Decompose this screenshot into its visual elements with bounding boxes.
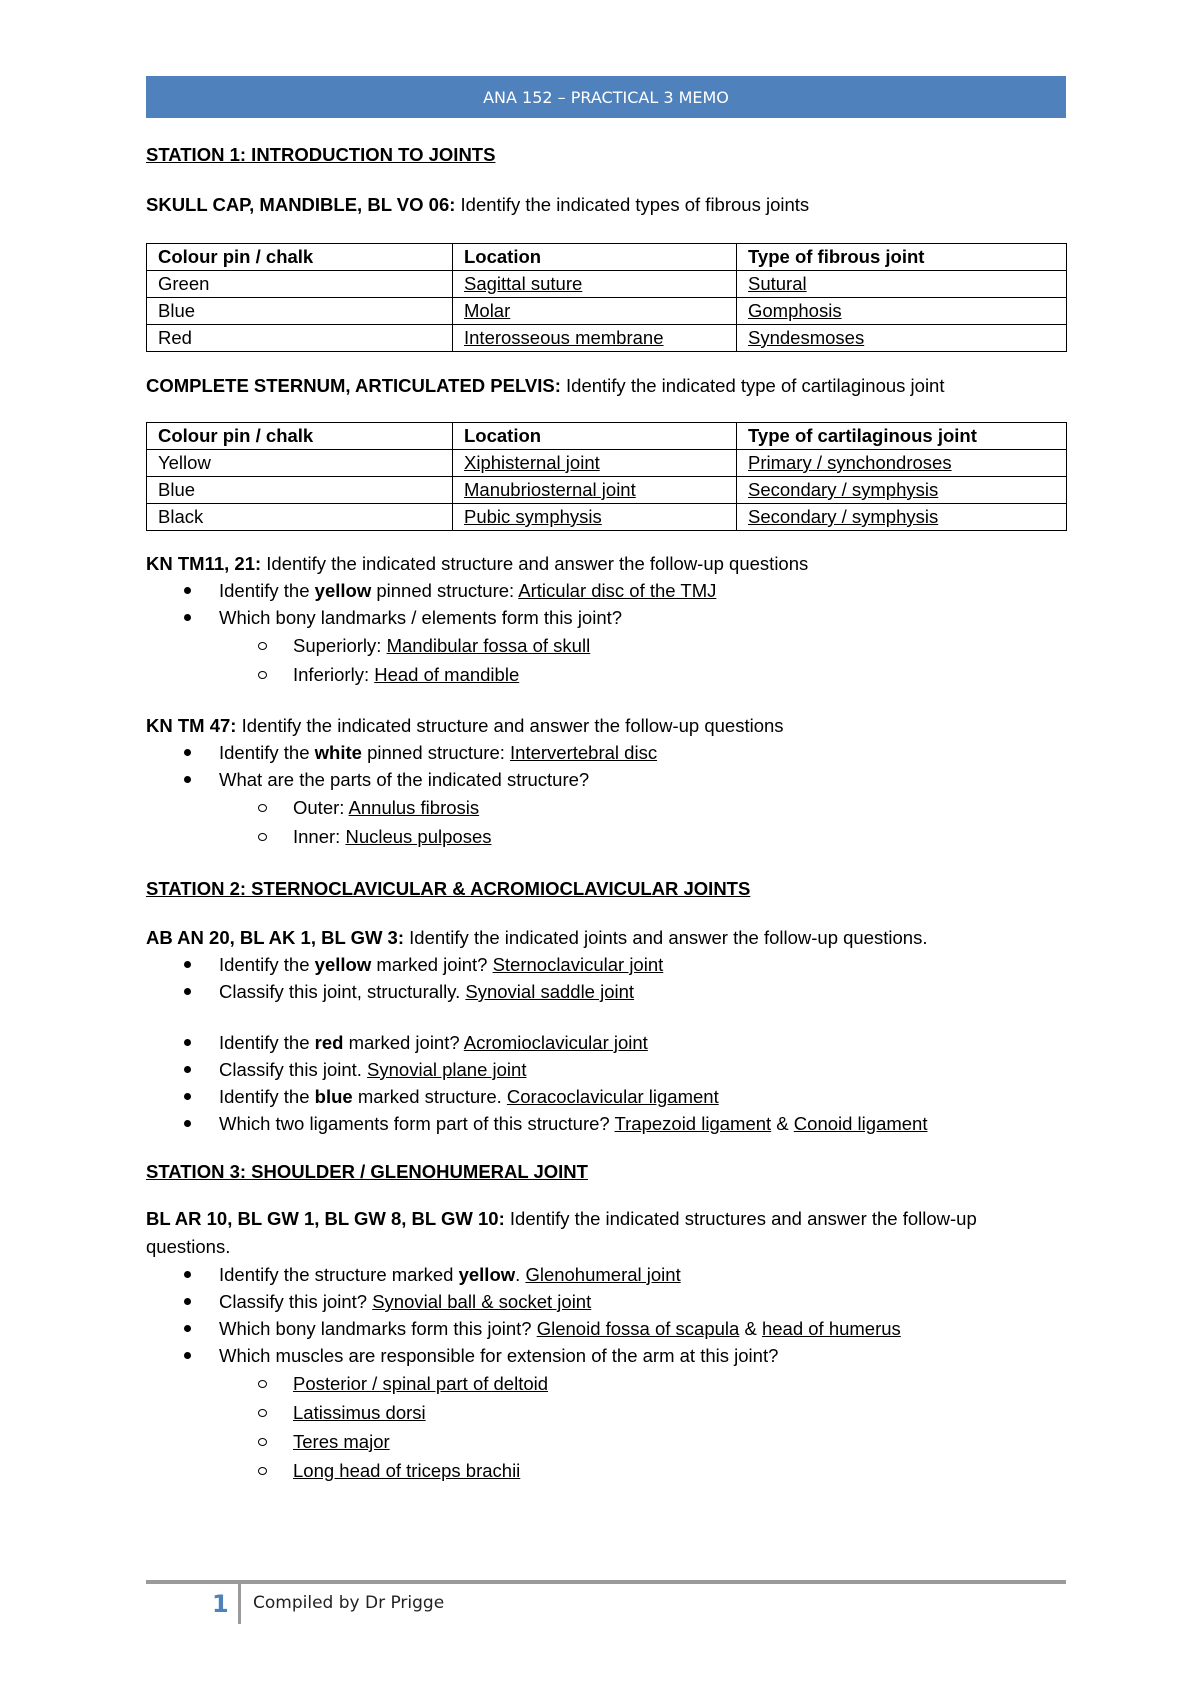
bullet-list [146,1261,1066,1369]
bullet-icon [184,988,191,995]
station-3-title: STATION 3: SHOULDER / GLENOHUMERAL JOINT [146,1161,588,1182]
list-item: Identify the red marked joint? Acromioclavicular joint [146,1029,1066,1056]
table-row [147,450,1067,477]
list-item: Classify this joint? Synovial ball & socket joint [146,1288,1066,1315]
question-text: Identify the indicated type of cartilaginous joint [560,375,945,396]
question-label: COMPLETE STERNUM, ARTICULATED PELVIS: [146,375,561,396]
question-intro [146,192,1066,218]
list-item: Outer: Annulus fibrosis [146,793,1066,822]
bullet-icon [184,1352,191,1359]
table-header-cell: Type of fibrous joint [737,244,1067,271]
bullet-icon [184,776,191,783]
circle-bullet-icon [258,1380,267,1388]
table-header-row [147,244,1067,271]
document-title: ANA 152 – PRACTICAL 3 MEMO [483,87,729,107]
table-cell: Pubic symphysis [453,504,737,531]
sub-list [146,793,1066,851]
table-cell: Red [147,325,453,352]
bullet-icon [184,1093,191,1100]
bullet-icon [184,1039,191,1046]
table-row [147,298,1067,325]
table-header-cell: Location [453,244,737,271]
table-cell: Syndesmoses [737,325,1067,352]
list-item: Identify the blue marked structure. Coracoclavicular ligament [146,1083,1066,1110]
page-number: 1 [212,1590,229,1618]
bullet-icon [184,614,191,621]
station-1-title: STATION 1: INTRODUCTION TO JOINTS [146,144,496,165]
bullet-list [146,951,1066,1005]
table-cell: Secondary / symphysis [737,504,1067,531]
table-header-cell: Colour pin / chalk [147,423,453,450]
list-item: Superiorly: Mandibular fossa of skull [146,631,1066,660]
bullet-icon [184,1325,191,1332]
list-item: Inner: Nucleus pulposes [146,822,1066,851]
table-cell: Primary / synchondroses [737,450,1067,477]
list-item: Classify this joint, structurally. Synovial saddle joint [146,978,1066,1005]
list-item: Identify the white pinned structure: Intervertebral disc [146,739,1066,766]
memo-content [146,140,1066,1485]
bullet-icon [184,1271,191,1278]
list-item: Identify the yellow pinned structure: Articular disc of the TMJ [146,577,1066,604]
list-item: Identify the yellow marked joint? Sternoclavicular joint [146,951,1066,978]
table-cell: Sagittal suture [453,271,737,298]
table-row [147,325,1067,352]
circle-bullet-icon [258,1409,267,1417]
bullet-icon [184,1120,191,1127]
list-item: Teres major [146,1427,1066,1456]
header-bar [146,76,1066,118]
list-item: Latissimus dorsi [146,1398,1066,1427]
table-cell: Secondary / symphysis [737,477,1067,504]
question-label: KN TM 47: [146,715,237,736]
table-header-cell: Location [453,423,737,450]
table-header-cell: Type of cartilaginous joint [737,423,1067,450]
sub-list [146,1369,1066,1485]
table-cell: Black [147,504,453,531]
circle-bullet-icon [258,642,267,650]
list-item: Inferiorly: Head of mandible [146,660,1066,689]
table-cell: Green [147,271,453,298]
list-item: Posterior / spinal part of deltoid [146,1369,1066,1398]
list-item: Which two ligaments form part of this structure? Trapezoid ligament & Conoid ligament [146,1110,1066,1137]
list-item: What are the parts of the indicated structure? [146,766,1066,793]
table-cell: Sutural [737,271,1067,298]
table-header-row [147,423,1067,450]
circle-bullet-icon [258,833,267,841]
station-2-title: STATION 2: STERNOCLAVICULAR & ACROMIOCLAVICULAR JOINTS [146,878,751,899]
question-intro [146,373,1066,399]
question-label: AB AN 20, BL AK 1, BL GW 3: [146,927,405,948]
table-cell: Manubriosternal joint [453,477,737,504]
question-label: SKULL CAP, MANDIBLE, BL VO 06: [146,194,456,215]
list-item: Which bony landmarks form this joint? Glenoid fossa of scapula & head of humerus [146,1315,1066,1342]
list-item: Identify the structure marked yellow. Glenohumeral joint [146,1261,1066,1288]
question-text: Identify the indicated joints and answer the follow-up questions. [404,927,928,948]
question-text: Identify the indicated structure and answer the follow-up questions [261,553,809,574]
table-cell: Interosseous membrane [453,325,737,352]
bullet-list [146,577,1066,631]
bullet-icon [184,1066,191,1073]
table-cell: Xiphisternal joint [453,450,737,477]
bullet-icon [184,587,191,594]
fibrous-joints-table [146,243,1067,352]
question-label: KN TM11, 21: [146,553,262,574]
circle-bullet-icon [258,1467,267,1475]
question-intro [146,713,1066,739]
footer-vertical-divider [238,1584,241,1624]
bullet-icon [184,961,191,968]
circle-bullet-icon [258,804,267,812]
list-item: Which bony landmarks / elements form this joint? [146,604,1066,631]
cartilaginous-joints-table [146,422,1067,531]
footer-divider [146,1580,1066,1584]
question-text: Identify the indicated structures and answer the follow-up questions. [146,1208,977,1257]
question-label: BL AR 10, BL GW 1, BL GW 8, BL GW 10: [146,1208,505,1229]
circle-bullet-icon [258,671,267,679]
bullet-list [146,739,1066,793]
circle-bullet-icon [258,1438,267,1446]
question-intro [146,1205,1066,1261]
question-text: Identify the indicated types of fibrous joints [455,194,810,215]
sub-list [146,631,1066,689]
list-item: Which muscles are responsible for extension of the arm at this joint? [146,1342,1066,1369]
table-cell: Molar [453,298,737,325]
table-cell: Blue [147,298,453,325]
table-row [147,504,1067,531]
footer-credit: Compiled by Dr Prigge [253,1593,445,1613]
table-cell: Yellow [147,450,453,477]
question-text: Identify the indicated structure and answer the follow-up questions [236,715,784,736]
question-intro [146,925,1066,951]
list-item: Long head of triceps brachii [146,1456,1066,1485]
bullet-icon [184,1298,191,1305]
bullet-icon [184,749,191,756]
list-item: Classify this joint. Synovial plane joint [146,1056,1066,1083]
table-row [147,477,1067,504]
question-intro [146,551,1066,577]
table-cell: Blue [147,477,453,504]
table-row [147,271,1067,298]
table-header-cell: Colour pin / chalk [147,244,453,271]
bullet-list [146,1029,1066,1137]
table-cell: Gomphosis [737,298,1067,325]
